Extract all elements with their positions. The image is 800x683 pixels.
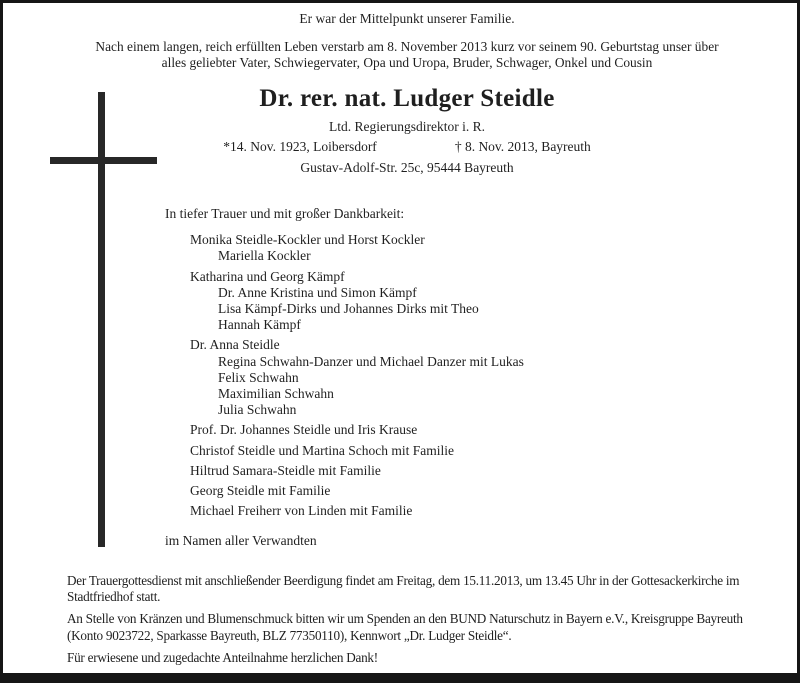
mourner-name: Katharina und Georg Kämpf [190, 268, 345, 284]
birth-date: *14. Nov. 1923, Loibersdorf [223, 139, 377, 154]
mourner-group [165, 337, 725, 418]
mourner-name: Dr. Anne Kristina und Simon Kämpf [218, 284, 417, 300]
deceased-name: Dr. rer. nat. Ludger Steidle [259, 85, 555, 112]
intro-text: Nach einem langen, reich erfüllten Leben verstarb am 8. November 2013 kurz vor seinem 90. Geburtstag unser über alles geliebter Vater, Schwiegervater, Opa und Uropa, Bruder, Schwager, Onkel und Cousin [95, 39, 719, 71]
mourner-name: Felix Schwahn [218, 369, 299, 385]
mourner-list [165, 232, 725, 519]
address-line: Gustav-Adolf-Str. 25c, 95444 Bayreuth [300, 160, 514, 175]
mourner-name: Maximilian Schwahn [218, 386, 334, 402]
mourner-name: Prof. Dr. Johannes Steidle und Iris Krause [190, 422, 418, 438]
mourner-name: Mariella Kockler [218, 248, 311, 264]
mourner-name: Hiltrud Samara-Steidle mit Familie [190, 462, 381, 478]
thanks-line: Für erwiesene und zugedachte Anteilnahme herzlichen Dank! [67, 649, 378, 665]
donation-info: An Stelle von Kränzen und Blumenschmuck bitten wir um Spenden an den BUND Naturschutz in Bayern e.V., Kreisgruppe Bayreuth (Konto 9023722, Sparkasse Bayreuth, BLZ 77350110), Kennwort „Dr. Ludger Steidle“. [67, 611, 743, 643]
mourners-heading: In tiefer Trauer und mit großer Dankbarkeit: [165, 206, 405, 221]
mourner-group [165, 503, 725, 519]
service-info: Der Trauergottesdienst mit anschließender Beerdigung findet am Freitag, dem 15.11.2013, um 13.45 Uhr in der Gottesackerkirche im Stadtfriedhof statt. [67, 573, 740, 605]
mourner-name: Julia Schwahn [218, 402, 297, 418]
mourner-name: Georg Steidle mit Familie [190, 483, 331, 499]
deceased-title: Ltd. Regierungsdirektor i. R. [329, 119, 485, 134]
mourner-group [165, 463, 725, 479]
mourner-group [165, 443, 725, 459]
mourner-name: Dr. Anna Steidle [190, 337, 280, 353]
mourner-name: Regina Schwahn-Danzer und Michael Danzer mit Lukas [218, 353, 524, 369]
life-dates [17, 139, 797, 155]
mourner-group [165, 422, 725, 438]
mourner-name: Hannah Kämpf [218, 317, 301, 333]
mourners-section [165, 206, 725, 550]
mourner-name: Monika Steidle-Kockler und Horst Kockler [190, 232, 425, 248]
epigraph: Er war der Mittelpunkt unserer Familie. [299, 11, 515, 26]
mourner-group [165, 269, 725, 334]
death-date: † 8. Nov. 2013, Bayreuth [454, 139, 591, 154]
mourner-name: Michael Freiherr von Linden mit Familie [190, 503, 413, 519]
mourner-group [165, 483, 725, 499]
mourner-name: Christof Steidle und Martina Schoch mit Familie [190, 442, 454, 458]
closing-line: im Namen aller Verwandten [165, 533, 317, 549]
notice-footer [67, 573, 767, 672]
mourner-name: Lisa Kämpf-Dirks und Johannes Dirks mit Theo [218, 301, 479, 317]
mourner-group [165, 232, 725, 264]
